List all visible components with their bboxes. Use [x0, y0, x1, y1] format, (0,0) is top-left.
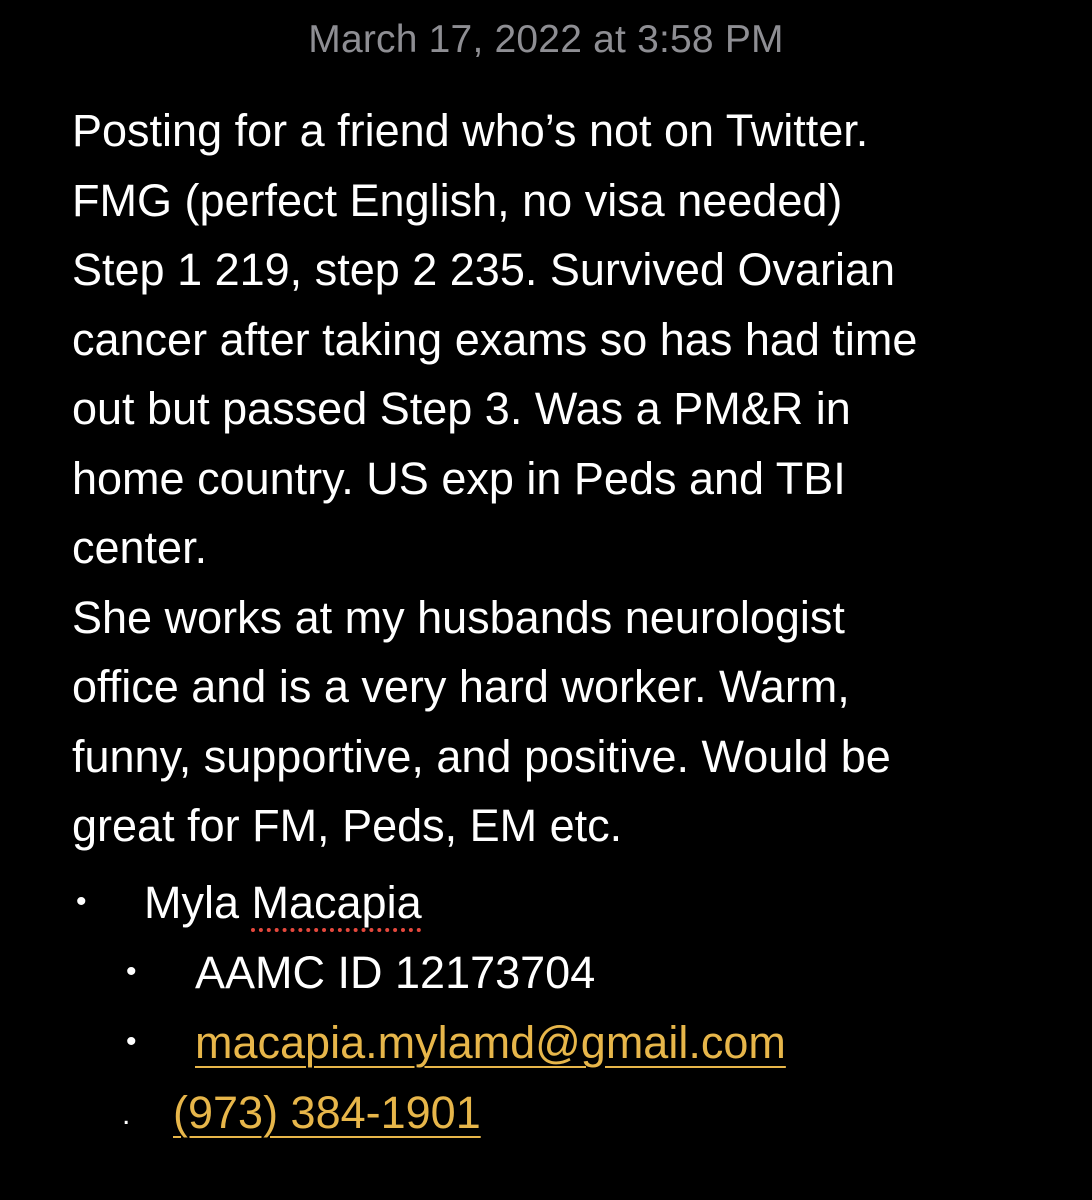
list-item-aamc-id: AAMC ID 12173704	[195, 947, 596, 998]
note-paragraph-2: She works at my husbands neurologist office and is a very hard worker. Warm, funny, supportive, and positive. Would be great for FM, Peds, EM etc.	[72, 591, 891, 851]
bullet-icon: •	[126, 955, 137, 988]
note-body[interactable]	[72, 96, 1072, 861]
email-link[interactable]: macapia.mylamd@gmail.com	[195, 1017, 786, 1068]
small-bullet-icon: .	[122, 1098, 131, 1131]
name-last-misspelled[interactable]: Macapia	[251, 877, 422, 928]
list-item-name[interactable]	[144, 868, 422, 938]
name-first: Myla	[144, 877, 252, 928]
bullet-icon: •	[76, 885, 87, 918]
list-item-email[interactable]	[195, 1008, 786, 1078]
note-timestamp: March 17, 2022 at 3:58 PM	[308, 18, 784, 61]
phone-link[interactable]: (973) 384-1901	[173, 1087, 481, 1138]
note-paragraph-1: Posting for a friend who’s not on Twitter. FMG (perfect English, no visa needed) Step 1 219, step 2 235. Survived Ovarian cancer after taking exams so has had time out but passed Step 3. Was a PM&R in home country. US exp in Peds and TBI center.	[72, 105, 918, 573]
list-item-phone[interactable]	[173, 1078, 481, 1148]
bullet-icon: •	[126, 1025, 137, 1058]
